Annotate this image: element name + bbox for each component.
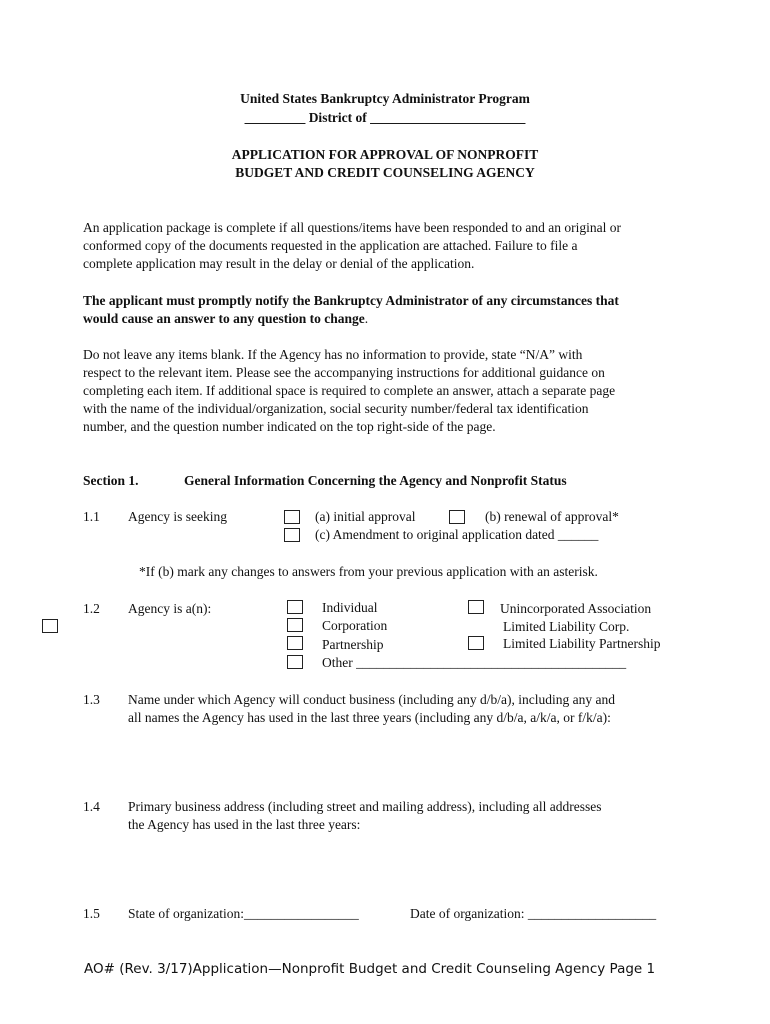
other-label: Other ________________________________________: [322, 655, 627, 670]
program-title: United States Bankruptcy Administrator Program: [240, 91, 530, 106]
initial-approval-checkbox[interactable]: [284, 510, 300, 524]
margin-checkbox[interactable]: [42, 619, 58, 633]
q1-3-line1: Name under which Agency will conduct business (including any d/b/a), including any and: [128, 692, 616, 707]
unincorporated-label: Unincorporated Association: [500, 601, 652, 616]
corporation-checkbox[interactable]: [287, 618, 303, 632]
intro-line: conformed copy of the documents requested in the application are attached. Failure to file a: [83, 238, 578, 253]
state-of-organization: State of organization:_________________: [128, 906, 359, 921]
notify-line: The applicant must promptly notify the Bankruptcy Administrator of any circumstances that: [83, 293, 619, 308]
period: .: [364, 311, 369, 326]
notify-paragraph: [83, 292, 693, 328]
q1-1-label: Agency is seeking: [128, 509, 227, 524]
renewal-checkbox[interactable]: [449, 510, 465, 524]
page-footer: AO# (Rev. 3/17)Application—Nonprofit Budget and Credit Counseling Agency Page 1: [84, 961, 656, 977]
instructions-line: number, and the question number indicated on the top right-side of the page.: [83, 419, 496, 434]
intro-paragraph: [83, 219, 693, 273]
amendment-label: (c) Amendment to original application dated ______: [315, 527, 599, 542]
other-checkbox[interactable]: [287, 655, 303, 669]
renewal-label: (b) renewal of approval*: [485, 509, 619, 524]
individual-label: Individual: [322, 600, 378, 615]
individual-checkbox[interactable]: [287, 600, 303, 614]
renewal-note: *If (b) mark any changes to answers from your previous application with an asterisk.: [139, 564, 598, 579]
instructions-line: with the name of the individual/organization, social security number/federal tax identification: [83, 401, 589, 416]
form-title-line1: APPLICATION FOR APPROVAL OF NONPROFIT: [231, 147, 539, 162]
q1-1-number: 1.1: [83, 509, 100, 524]
partnership-label: Partnership: [322, 637, 384, 652]
intro-line: An application package is complete if all questions/items have been responded to and an original or: [83, 220, 621, 235]
section-title: General Information Concerning the Agency and Nonprofit Status: [184, 473, 567, 488]
instructions-line: respect to the relevant item. Please see the accompanying instructions for additional guidance on: [83, 365, 605, 380]
unincorporated-checkbox[interactable]: [468, 600, 484, 614]
partnership-checkbox[interactable]: [287, 636, 303, 650]
llp-label: Limited Liability Partnership: [503, 636, 661, 651]
instructions-paragraph: [83, 346, 693, 436]
district-line: _________ District of _______________________: [244, 110, 526, 125]
intro-line: complete application may result in the delay or denial of the application.: [83, 256, 475, 271]
llp-checkbox[interactable]: [468, 636, 484, 650]
q1-4-line1: Primary business address (including street and mailing address), including all addresses: [128, 799, 602, 814]
notify-line: would cause an answer to any question to change: [83, 311, 365, 326]
q1-4-number: 1.4: [83, 799, 100, 814]
amendment-checkbox[interactable]: [284, 528, 300, 542]
form-title-line2: BUDGET AND CREDIT COUNSELING AGENCY: [235, 165, 535, 180]
q1-3-number: 1.3: [83, 692, 100, 707]
instructions-line: completing each item. If additional space is required to complete an answer, attach a separate page: [83, 383, 616, 398]
q1-2-label: Agency is a(n):: [128, 601, 212, 616]
q1-4-line2: the Agency has used in the last three years:: [128, 817, 361, 832]
llc-label: Limited Liability Corp.: [503, 619, 630, 634]
instructions-line: Do not leave any items blank. If the Agency has no information to provide, state “N/A” with: [83, 347, 583, 362]
q1-3-line2: all names the Agency has used in the last three years (including any d/b/a, a/k/a, or f/k/a):: [128, 710, 611, 725]
notify-line-2: [83, 310, 693, 328]
section-label: Section 1.: [83, 473, 139, 488]
q1-5-number: 1.5: [83, 906, 100, 921]
q1-2-number: 1.2: [83, 601, 100, 616]
initial-approval-label: (a) initial approval: [315, 509, 416, 524]
date-of-organization: Date of organization: ___________________: [410, 906, 657, 921]
corporation-label: Corporation: [322, 618, 388, 633]
